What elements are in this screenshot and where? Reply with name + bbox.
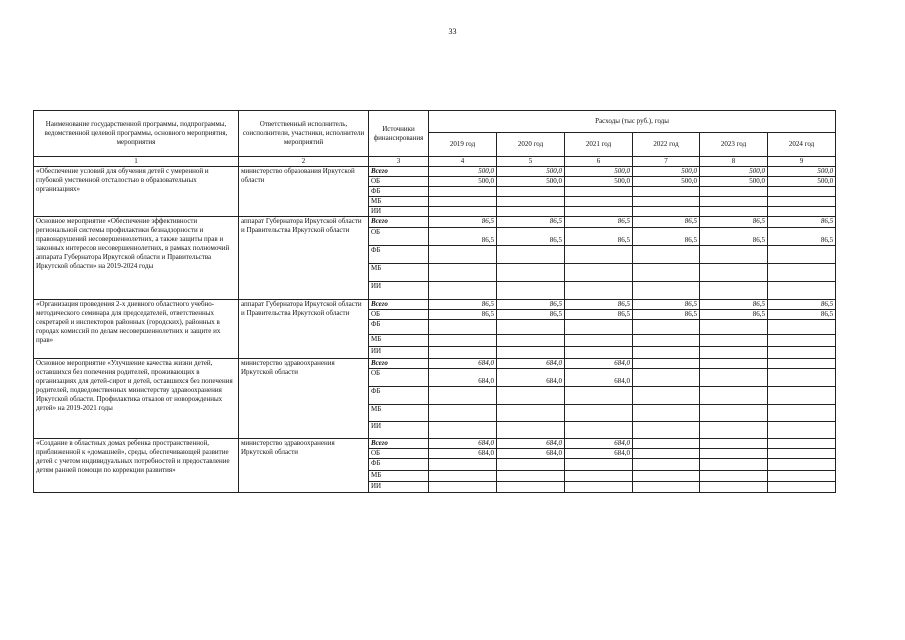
expense-value — [700, 347, 768, 359]
expense-value — [768, 422, 836, 439]
expense-value — [768, 197, 836, 207]
expense-value: 86,5 — [700, 228, 768, 246]
expense-value — [565, 422, 633, 439]
expense-value — [565, 197, 633, 207]
expense-value — [633, 369, 700, 387]
funding-source: ОБ — [369, 228, 429, 246]
expense-value — [565, 335, 633, 347]
expense-value — [497, 347, 565, 359]
expense-value — [633, 449, 700, 459]
measure-name: «Обеспечение условий для обучения детей с умеренной и глубокой умственной отсталостью в образовательных организациях» — [34, 167, 239, 217]
table-body — [34, 167, 836, 493]
header-year: 2020 год — [497, 133, 565, 157]
expense-value: 500,0 — [633, 177, 700, 187]
expense-value — [700, 359, 768, 369]
expense-value: 86,5 — [497, 217, 565, 228]
header-year: 2019 год — [429, 133, 497, 157]
column-number: 3 — [369, 157, 429, 167]
expense-value — [633, 471, 700, 482]
expense-value: 86,5 — [633, 300, 700, 310]
expense-value: 86,5 — [768, 310, 836, 320]
expense-value — [497, 482, 565, 493]
expense-value — [497, 459, 565, 471]
expense-value — [633, 422, 700, 439]
funding-source: ОБ — [369, 310, 429, 320]
expense-value — [633, 347, 700, 359]
expense-value: 684,0 — [429, 439, 497, 449]
funding-source: МБ — [369, 471, 429, 482]
expense-value: 86,5 — [633, 217, 700, 228]
funding-source: ИИ — [369, 422, 429, 439]
measure-name: «Создание в областных домах ребенка пространственной, приближенной к «домашней», среды, обеспечивающей развитие детей с учетом индивидуальных потребностей и предоставление детям ранней помощи по коррекции развития» — [34, 439, 239, 493]
expense-value — [700, 282, 768, 300]
expense-value — [633, 439, 700, 449]
expense-value — [429, 264, 497, 282]
header-name: Наименование государственной программы, подпрограммы, ведомственной целевой программы, основного мероприятия, мероприятия — [34, 111, 239, 157]
funding-source: ФБ — [369, 187, 429, 197]
expense-value — [429, 320, 497, 335]
expense-value: 500,0 — [565, 177, 633, 187]
expense-value: 684,0 — [497, 449, 565, 459]
expense-value: 86,5 — [565, 310, 633, 320]
expense-value — [429, 335, 497, 347]
expense-value — [633, 335, 700, 347]
expense-value: 86,5 — [497, 228, 565, 246]
expense-value — [497, 387, 565, 405]
expense-value — [429, 347, 497, 359]
expense-value — [633, 459, 700, 471]
expense-value: 684,0 — [429, 369, 497, 387]
expense-value — [429, 471, 497, 482]
expense-value: 86,5 — [633, 228, 700, 246]
expense-value: 500,0 — [700, 167, 768, 177]
expense-value: 684,0 — [565, 449, 633, 459]
expense-value — [768, 387, 836, 405]
expense-value — [633, 482, 700, 493]
expense-value — [768, 320, 836, 335]
expense-value — [768, 459, 836, 471]
funding-source: МБ — [369, 335, 429, 347]
expense-value — [565, 246, 633, 264]
table-row — [34, 300, 836, 310]
expense-value — [429, 207, 497, 217]
expense-value: 684,0 — [497, 369, 565, 387]
funding-source: ИИ — [369, 347, 429, 359]
expense-value — [768, 207, 836, 217]
expense-value — [565, 387, 633, 405]
expense-value — [768, 359, 836, 369]
expense-value — [497, 187, 565, 197]
header-expenses: Расходы (тыс руб.), годы — [429, 111, 836, 133]
column-number: 9 — [768, 157, 836, 167]
expense-value — [633, 197, 700, 207]
expense-value — [497, 197, 565, 207]
expense-value — [768, 282, 836, 300]
expense-value — [700, 449, 768, 459]
expense-value: 684,0 — [429, 449, 497, 459]
expense-value: 500,0 — [429, 177, 497, 187]
expense-value — [700, 387, 768, 405]
budget-table — [33, 110, 836, 493]
header-year: 2024 год — [768, 133, 836, 157]
expense-value — [768, 471, 836, 482]
responsible-executor: министерство здравоохранения Иркутской области — [239, 439, 369, 493]
expense-value — [565, 471, 633, 482]
expense-value — [633, 187, 700, 197]
expense-value: 500,0 — [768, 167, 836, 177]
expense-value — [565, 264, 633, 282]
column-number: 5 — [497, 157, 565, 167]
expense-value: 86,5 — [633, 310, 700, 320]
column-number: 7 — [633, 157, 700, 167]
expense-value — [768, 264, 836, 282]
expense-value — [497, 207, 565, 217]
expense-value: 86,5 — [429, 217, 497, 228]
expense-value — [429, 187, 497, 197]
expense-value — [700, 197, 768, 207]
expense-value: 500,0 — [429, 167, 497, 177]
funding-source: МБ — [369, 197, 429, 207]
funding-source: Всего — [369, 300, 429, 310]
expense-value — [633, 320, 700, 335]
expense-value: 500,0 — [565, 167, 633, 177]
table-row — [34, 167, 836, 177]
table-row — [34, 439, 836, 449]
expense-value — [700, 369, 768, 387]
expense-value: 500,0 — [768, 177, 836, 187]
header-source: Источники финансирования — [369, 111, 429, 157]
funding-source: ИИ — [369, 282, 429, 300]
funding-source: ФБ — [369, 320, 429, 335]
measure-name: Основное мероприятие «Улучшение качества жизни детей, оставшихся без попечения родителей, проживающих в организациях для детей-сирот и детей, оставшихся без попечения родителей, подведомственных министерству здравоохранения Иркутской области. Профилактика отказов от новорожденных детей» на 2019-2021 годы — [34, 359, 239, 439]
column-number: 6 — [565, 157, 633, 167]
expense-value: 684,0 — [565, 439, 633, 449]
expense-value — [768, 405, 836, 422]
expense-value — [768, 482, 836, 493]
expense-value — [429, 405, 497, 422]
expense-value — [497, 471, 565, 482]
expense-value — [429, 459, 497, 471]
expense-value — [768, 187, 836, 197]
expense-value — [700, 335, 768, 347]
expense-value — [700, 459, 768, 471]
expense-value — [768, 335, 836, 347]
expense-value — [700, 471, 768, 482]
expense-value — [497, 264, 565, 282]
expense-value — [565, 482, 633, 493]
column-number: 2 — [239, 157, 369, 167]
expense-value — [633, 246, 700, 264]
expense-value — [700, 187, 768, 197]
funding-source: ФБ — [369, 387, 429, 405]
expense-value: 86,5 — [497, 310, 565, 320]
expense-value — [565, 459, 633, 471]
funding-source: ФБ — [369, 246, 429, 264]
expense-value — [768, 439, 836, 449]
expense-value — [700, 422, 768, 439]
expense-value — [700, 207, 768, 217]
expense-value — [565, 207, 633, 217]
expense-value — [700, 246, 768, 264]
funding-source: ИИ — [369, 207, 429, 217]
expense-value — [429, 246, 497, 264]
header-responsible: Ответственный исполнитель, соисполнители, участники, исполнители мероприятий — [239, 111, 369, 157]
expense-value — [700, 264, 768, 282]
expense-value: 86,5 — [700, 217, 768, 228]
table-row — [34, 359, 836, 369]
expense-value — [700, 439, 768, 449]
expense-value: 684,0 — [565, 359, 633, 369]
expense-value — [768, 246, 836, 264]
expense-value: 86,5 — [768, 228, 836, 246]
header-year: 2021 год — [565, 133, 633, 157]
expense-value: 86,5 — [565, 217, 633, 228]
expense-value — [497, 320, 565, 335]
funding-source: ОБ — [369, 369, 429, 387]
expense-value: 86,5 — [429, 300, 497, 310]
responsible-executor: министерство образования Иркутской области — [239, 167, 369, 217]
expense-value — [700, 320, 768, 335]
expense-value: 86,5 — [768, 217, 836, 228]
expense-value — [497, 422, 565, 439]
expense-value — [633, 359, 700, 369]
funding-source: Всего — [369, 217, 429, 228]
expense-value — [429, 422, 497, 439]
expense-value — [633, 282, 700, 300]
expense-value — [565, 405, 633, 422]
expense-value — [768, 347, 836, 359]
expense-value — [700, 405, 768, 422]
expense-value: 500,0 — [700, 177, 768, 187]
expense-value — [633, 264, 700, 282]
funding-source: ОБ — [369, 449, 429, 459]
funding-source: Всего — [369, 167, 429, 177]
column-number: 8 — [700, 157, 768, 167]
funding-source: ИИ — [369, 482, 429, 493]
column-number: 4 — [429, 157, 497, 167]
expense-value: 86,5 — [700, 310, 768, 320]
expense-value — [565, 347, 633, 359]
expense-value: 86,5 — [565, 300, 633, 310]
expense-value — [497, 405, 565, 422]
responsible-executor: министерство здравоохранения Иркутской области — [239, 359, 369, 439]
expense-value: 500,0 — [497, 167, 565, 177]
expense-value — [497, 246, 565, 264]
expense-value — [768, 369, 836, 387]
funding-source: Всего — [369, 359, 429, 369]
expense-value: 684,0 — [497, 359, 565, 369]
expense-value — [768, 449, 836, 459]
table-row — [34, 217, 836, 228]
expense-value: 500,0 — [497, 177, 565, 187]
measure-name: Основное мероприятие «Обеспечение эффективности региональной системы профилактики безнадзорности и правонарушений несовершеннолетних, а также защиты прав и законных интересов несовершеннолетних, в рамках полномочий аппарата Губернатора Иркутской области и Правительства Иркутской области» на 2019-2024 годы — [34, 217, 239, 300]
expense-value — [497, 282, 565, 300]
funding-source: Всего — [369, 439, 429, 449]
expense-value: 86,5 — [429, 228, 497, 246]
responsible-executor: аппарат Губернатора Иркутской области и Правительства Иркутской области — [239, 300, 369, 359]
expense-value — [429, 387, 497, 405]
expense-value: 86,5 — [565, 228, 633, 246]
expense-value — [700, 482, 768, 493]
expense-value — [429, 282, 497, 300]
expense-value — [633, 405, 700, 422]
expense-value — [565, 320, 633, 335]
expense-value — [497, 335, 565, 347]
measure-name: «Организация проведения 2-х дневного областного учебно-методического семинара для председателей, ответственных секретарей и инспекторов районных (городских), районных в городах комиссий по делам несовершеннолетних и защите их прав» — [34, 300, 239, 359]
funding-source: ОБ — [369, 177, 429, 187]
expense-value: 684,0 — [429, 359, 497, 369]
funding-source: МБ — [369, 405, 429, 422]
column-number: 1 — [34, 157, 239, 167]
expense-value: 86,5 — [429, 310, 497, 320]
expense-value — [429, 197, 497, 207]
funding-source: ФБ — [369, 459, 429, 471]
page-number: 33 — [448, 27, 457, 36]
expense-value — [633, 387, 700, 405]
expense-value: 86,5 — [700, 300, 768, 310]
responsible-executor: аппарат Губернатора Иркутской области и Правительства Иркутской области — [239, 217, 369, 300]
header-year: 2022 год — [633, 133, 700, 157]
expense-value — [565, 187, 633, 197]
header-year: 2023 год — [700, 133, 768, 157]
expense-value: 684,0 — [497, 439, 565, 449]
expense-value: 684,0 — [565, 369, 633, 387]
funding-source: МБ — [369, 264, 429, 282]
expense-value: 500,0 — [633, 167, 700, 177]
expense-value: 86,5 — [497, 300, 565, 310]
expense-value: 86,5 — [768, 300, 836, 310]
expense-value — [633, 207, 700, 217]
expense-value — [429, 482, 497, 493]
expense-value — [565, 282, 633, 300]
